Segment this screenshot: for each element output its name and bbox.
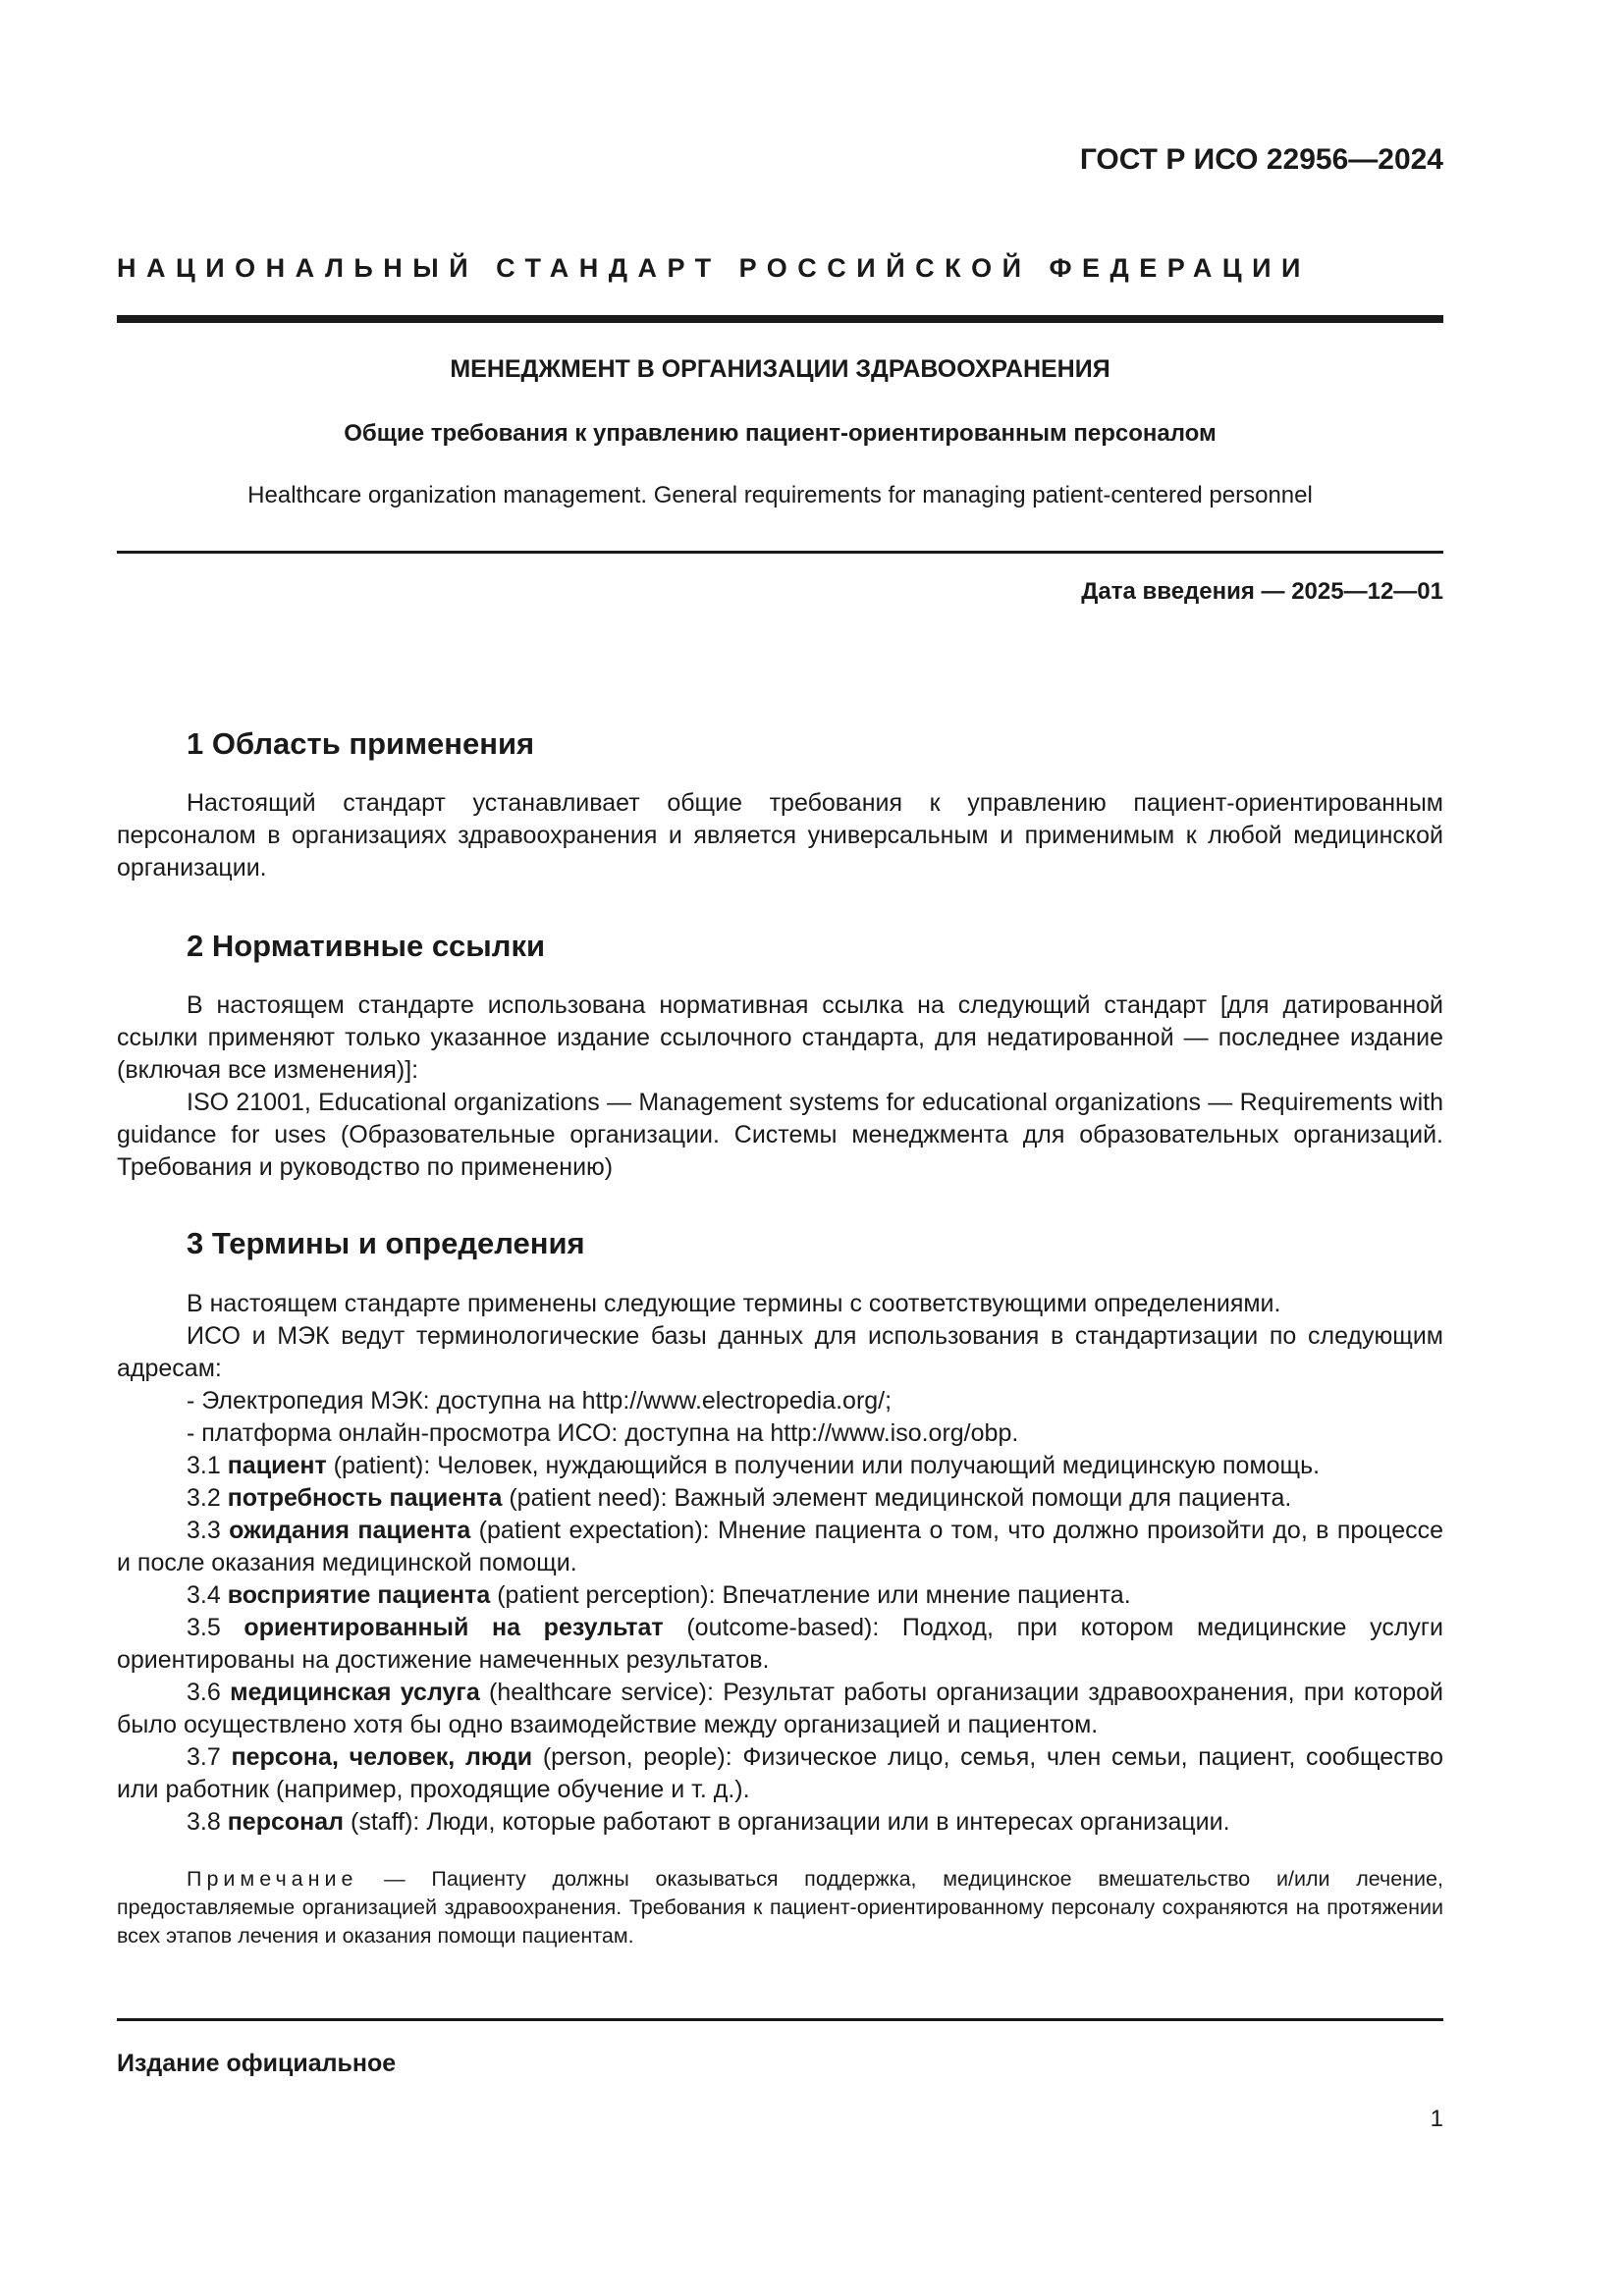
link-item: - Электропедия МЭК: доступна на http://www.electropedia.org/; — [187, 1387, 893, 1415]
term-name: персонал — [227, 1808, 345, 1836]
term-name: ориентированный на результат — [244, 1614, 664, 1641]
term-number: 3.6 — [187, 1679, 231, 1706]
thick-divider — [117, 315, 1443, 323]
note-text: — Пациенту должны оказываться поддержка, медицинское вмешательство и/или лечение, предоставляемые организацией здравоохранения. Требования к пациент-ориентированному персоналу сохраняются на протяжении всех этапов лечения и оказания помощи пациентам. — [117, 1867, 1443, 1948]
term-3-7 — [117, 1741, 1443, 1806]
term-definition: (patient expectation): Мнение пациента о том, что должно произойти до, в процессе и после оказания медицинской помощи. — [117, 1517, 1444, 1576]
term-name: ожидания пациента — [229, 1517, 471, 1544]
term-3-8 — [117, 1806, 1443, 1839]
english-title: Healthcare organization management. General requirements for managing patient-centered personnel — [247, 482, 1313, 508]
term-number: 3.3 — [187, 1517, 230, 1544]
term-3-5 — [117, 1612, 1443, 1677]
page-number: 1 — [1430, 2106, 1443, 2132]
term-name: потребность пациента — [227, 1484, 503, 1512]
term-name: персона, человек, люди — [231, 1743, 533, 1771]
term-definition: (outcome-based): Подход, при котором медицинские услуги ориентированы на достижение намеченных результатов. — [117, 1614, 1444, 1674]
section-3-body — [117, 1288, 1443, 1839]
term-definition: (patient need): Важный элемент медицинской помощи для пациента. — [502, 1484, 1292, 1512]
link-item: - платформа онлайн-просмотра ИСО: доступна на http://www.iso.org/obp. — [187, 1419, 1019, 1447]
term-name: восприятие пациента — [227, 1581, 491, 1609]
term-definition: (person, people): Физическое лицо, семья, член семьи, пациент, сообщество или работник (например, проходящие обучение и т. д.). — [117, 1743, 1443, 1803]
footer-divider — [117, 2018, 1443, 2021]
introduction-date: Дата введения — 2025—12—01 — [1081, 578, 1443, 605]
term-number: 3.7 — [187, 1743, 232, 1771]
term-definition: (patient): Человек, нуждающийся в получении или получающий медицинскую помощь. — [326, 1452, 1321, 1479]
document-subtitle: Общие требования к управлению пациент-ориентированным персоналом — [344, 420, 1217, 447]
term-3-3 — [117, 1515, 1443, 1579]
term-definition: (patient perception): Впечатление или мнение пациента. — [490, 1581, 1131, 1609]
section-1-body — [117, 787, 1443, 884]
section-3-heading: 3 Термины и определения — [187, 1226, 585, 1260]
section-3-iso-iec: ИСО и МЭК ведут терминологические базы данных для использования в стандартизации по следующим адресам: — [117, 1322, 1443, 1382]
term-number: 3.8 — [187, 1808, 228, 1836]
section-1-paragraph: Настоящий стандарт устанавливает общие требования к управлению пациент-ориентированным персоналом в организациях здравоохранения и является универсальным и применимым к любой медицинской организации. — [117, 789, 1443, 881]
note-label: Примечание — [187, 1867, 358, 1891]
section-2-body — [117, 989, 1443, 1184]
section-2-heading: 2 Нормативные ссылки — [187, 929, 546, 963]
note — [117, 1865, 1443, 1950]
term-3-4 — [117, 1579, 1443, 1612]
document-title: МЕНЕДЖМЕНТ В ОРГАНИЗАЦИИ ЗДРАВООХРАНЕНИЯ — [450, 355, 1110, 383]
term-3-2 — [117, 1482, 1443, 1515]
term-number: 3.4 — [187, 1581, 228, 1609]
term-definition: (staff): Люди, которые работают в организации или в интересах организации. — [344, 1808, 1230, 1836]
document-code: ГОСТ Р ИСО 22956—2024 — [1079, 143, 1443, 176]
term-number: 3.1 — [187, 1452, 228, 1479]
title-divider — [117, 551, 1443, 554]
national-standard-banner: НАЦИОНАЛЬНЫЙ СТАНДАРТ РОССИЙСКОЙ ФЕДЕРАЦИИ — [117, 253, 1311, 283]
term-name: пациент — [227, 1452, 327, 1479]
section-2-paragraph: В настоящем стандарте использована нормативная ссылка на следующий стандарт [для датированной ссылки применяют только указанное издание ссылочного стандарта, для недатированной — последнее издание (включая все изменения)]: — [117, 991, 1443, 1084]
term-name: медицинская услуга — [230, 1679, 480, 1706]
term-number: 3.2 — [187, 1484, 228, 1512]
term-3-6 — [117, 1677, 1443, 1741]
section-1-heading: 1 Область применения — [187, 726, 535, 761]
term-number: 3.5 — [187, 1614, 244, 1641]
term-definition: (healthcare service): Результат работы организации здравоохранения, при которой было осуществлено хотя бы одно взаимодействие между организацией и пациентом. — [117, 1679, 1443, 1738]
section-3-intro: В настоящем стандарте применены следующие термины с соответствующими определениями. — [187, 1290, 1281, 1317]
term-3-1 — [117, 1450, 1443, 1482]
official-edition: Издание официальное — [117, 2050, 397, 2077]
section-2-reference: ISO 21001, Educational organizations — Management systems for educational organizations — Requirements with guidance for uses (Образовательные организации. Системы менеджмента для образовательных организаций. Требования и руководство по применению) — [117, 1089, 1443, 1181]
